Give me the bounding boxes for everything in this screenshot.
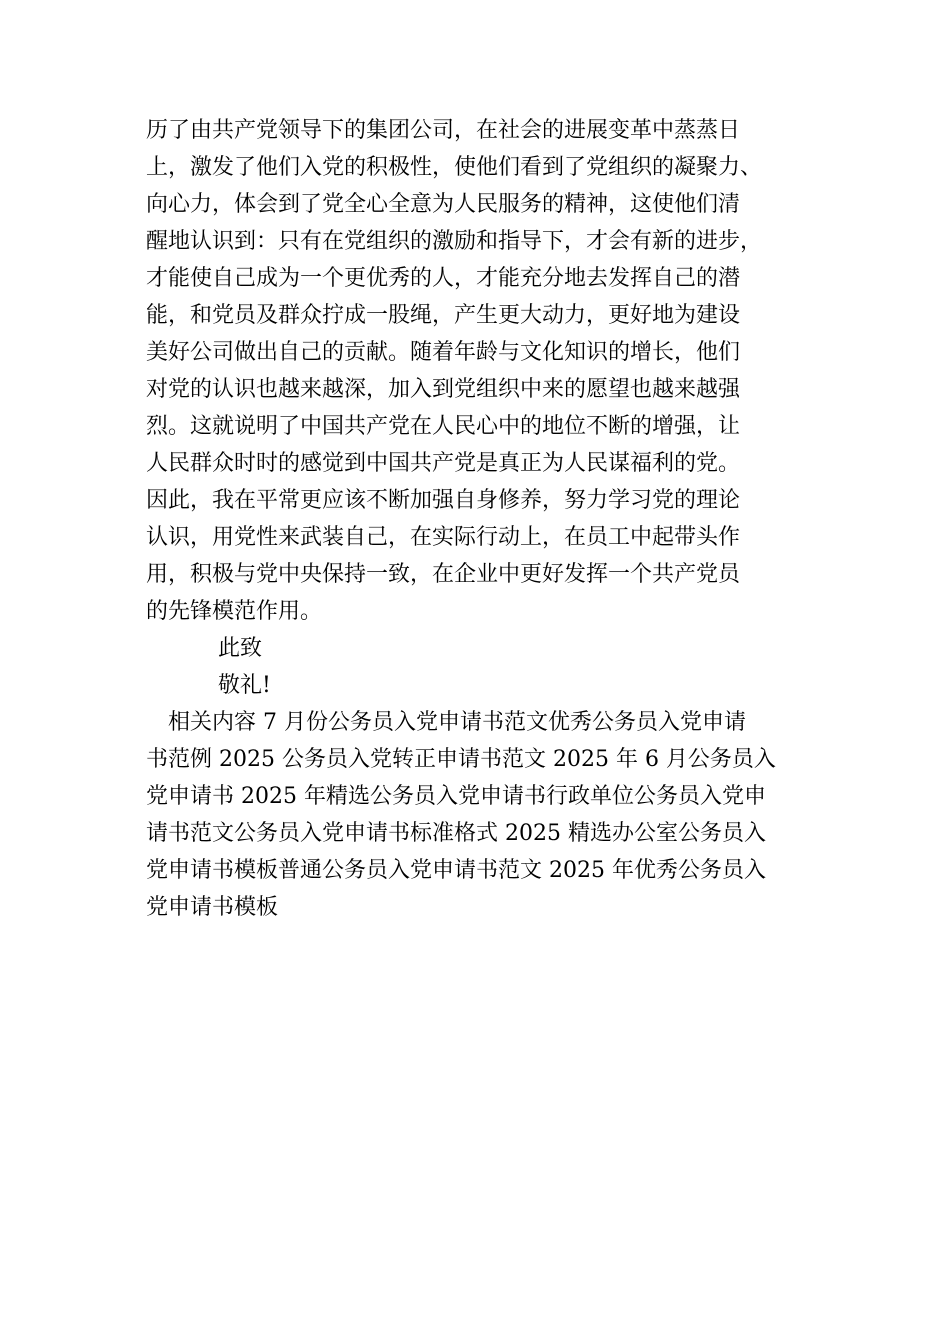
letter-closing bbox=[146, 630, 806, 704]
related-line: 相关内容 7 月份公务员入党申请书范文优秀公务员入党申请 bbox=[168, 710, 746, 735]
paragraph-line: 能，和党员及群众拧成一股绳，产生更大动力，更好地为建设 bbox=[146, 303, 741, 328]
related-line: 党申请书 2025 年精选公务员入党申请书行政单位公务员入党申 bbox=[146, 784, 766, 809]
related-line: 党申请书模板 bbox=[146, 895, 279, 920]
paragraph-line: 认识，用党性来武装自己，在实际行动上，在员工中起带头作 bbox=[146, 525, 741, 550]
closing-respect: 敬礼! bbox=[218, 673, 271, 698]
paragraph-line: 历了由共产党领导下的集团公司，在社会的进展变革中蒸蒸日 bbox=[146, 118, 741, 143]
paragraph-line: 的先锋模范作用。 bbox=[146, 599, 323, 624]
paragraph-line: 烈。这就说明了中国共产党在人民心中的地位不断的增强，让 bbox=[146, 414, 741, 439]
related-line: 党申请书模板普通公务员入党申请书范文 2025 年优秀公务员入 bbox=[146, 858, 766, 883]
paragraph-line: 才能使自己成为一个更优秀的人，才能充分地去发挥自己的潜 bbox=[146, 266, 741, 291]
letter-paragraph bbox=[146, 112, 806, 630]
paragraph-line: 美好公司做出自己的贡献。随着年龄与文化知识的增长，他们 bbox=[146, 340, 741, 365]
paragraph-line: 向心力，体会到了党全心全意为人民服务的精神，这使他们清 bbox=[146, 192, 741, 217]
paragraph-line: 上，激发了他们入党的积极性，使他们看到了党组织的凝聚力、 bbox=[146, 155, 763, 180]
document-body bbox=[146, 112, 806, 926]
paragraph-line: 因此，我在平常更应该不断加强自身修养，努力学习党的理论 bbox=[146, 488, 741, 513]
related-line: 书范例 2025 公务员入党转正申请书范文 2025 年 6 月公务员入 bbox=[146, 747, 776, 772]
closing-salutation: 此致 bbox=[218, 636, 263, 661]
paragraph-line: 人民群众时时的感觉到中国共产党是真正为人民谋福利的党。 bbox=[146, 451, 741, 476]
related-line: 请书范文公务员入党申请书标准格式 2025 精选办公室公务员入 bbox=[146, 821, 766, 846]
paragraph-line: 用，积极与党中央保持一致，在企业中更好发挥一个共产党员 bbox=[146, 562, 741, 587]
related-content bbox=[146, 704, 806, 926]
paragraph-line: 醒地认识到：只有在党组织的激励和指导下，才会有新的进步， bbox=[146, 229, 763, 254]
paragraph-line: 对党的认识也越来越深，加入到党组织中来的愿望也越来越强 bbox=[146, 377, 741, 402]
